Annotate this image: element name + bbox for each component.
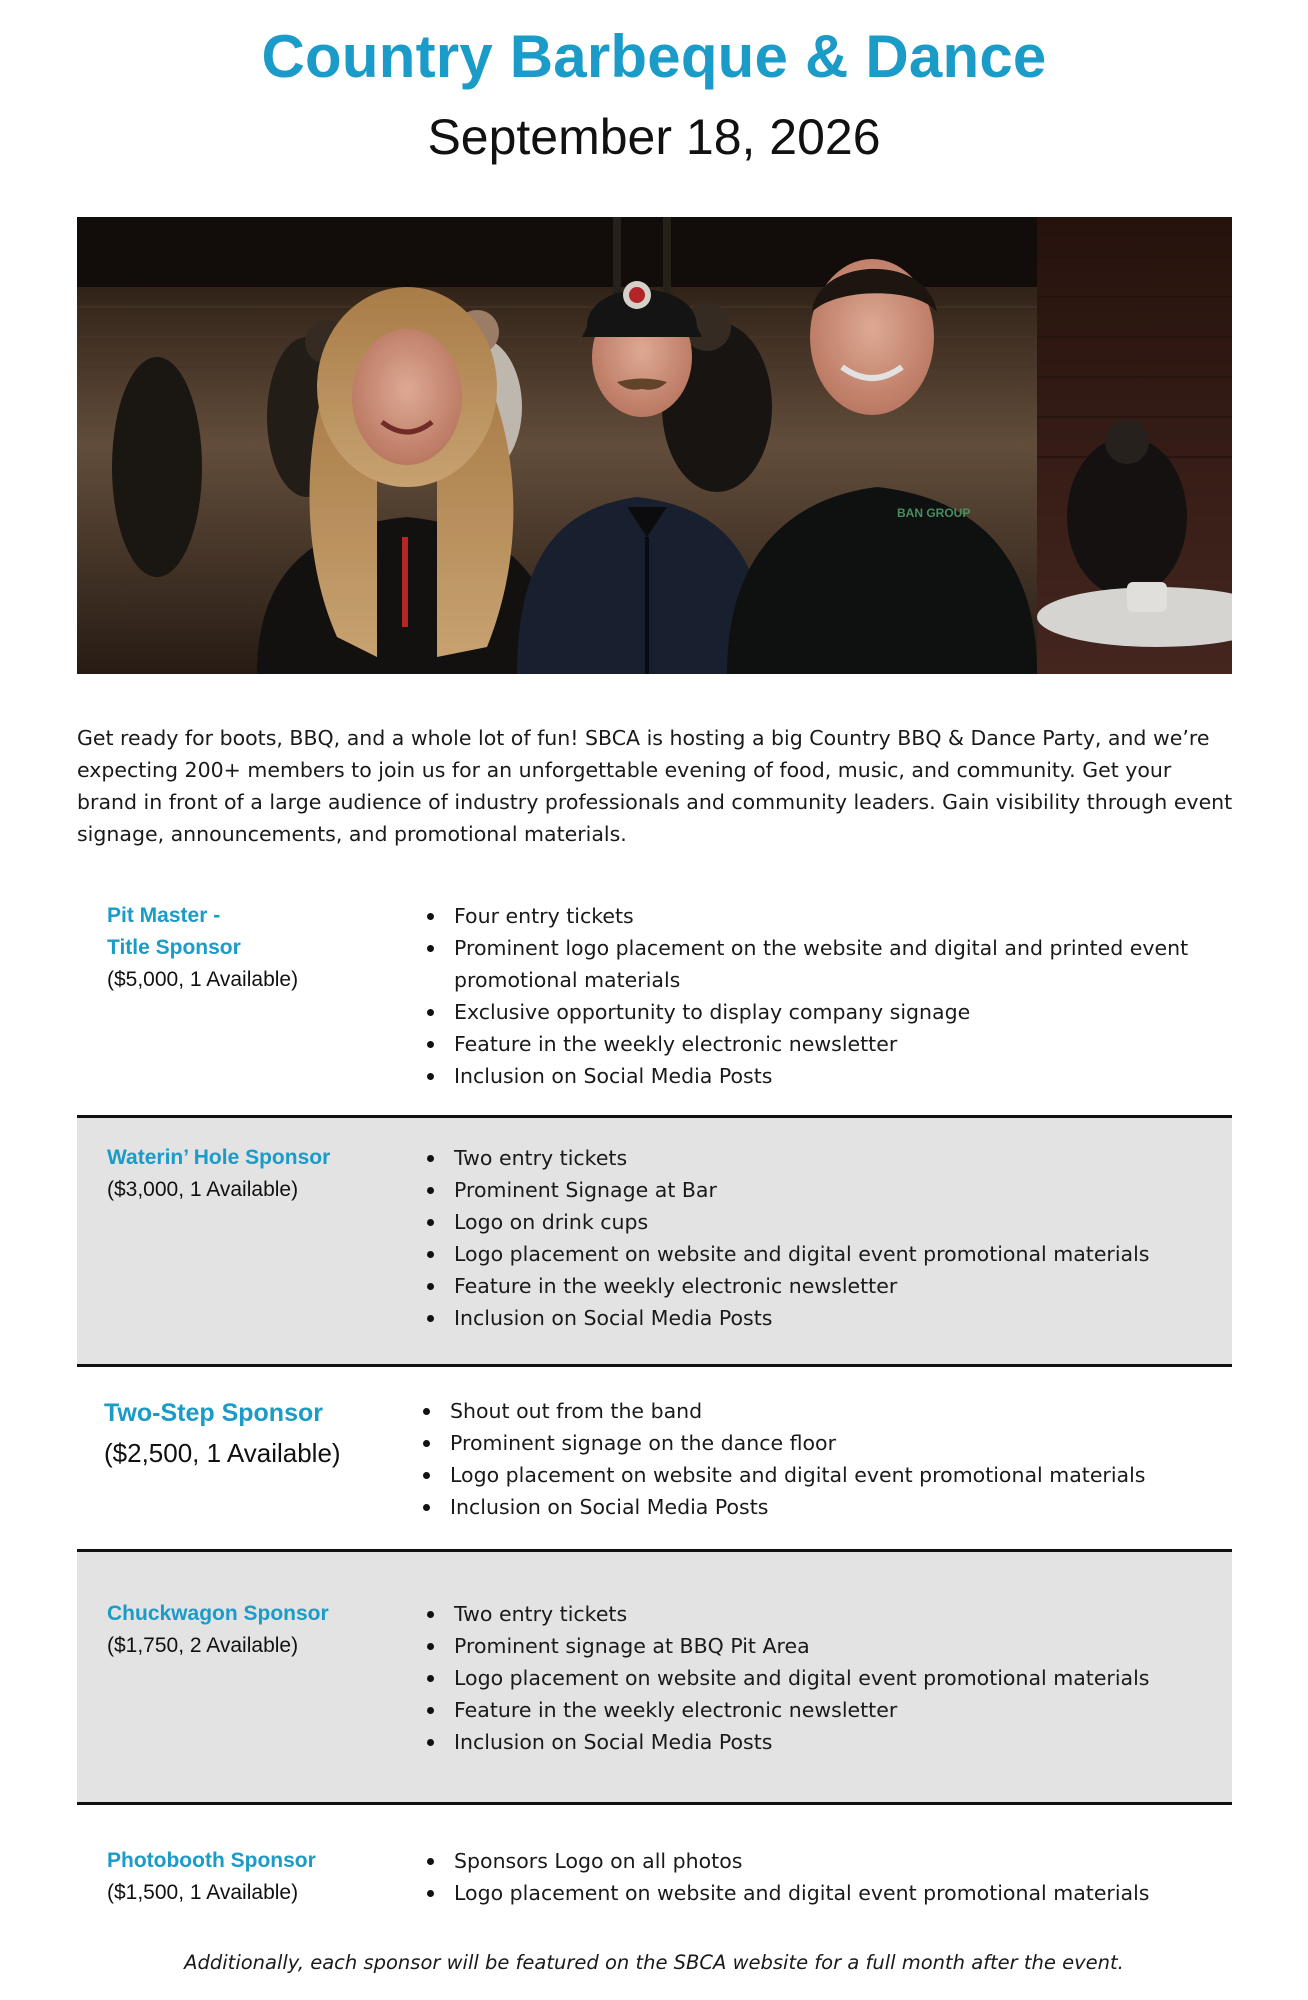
tier-price: ($2,500, 1 Available): [104, 1438, 341, 1468]
benefits-list: [418, 1395, 1228, 1523]
tier-name: Photobooth Sponsor: [107, 1849, 316, 1872]
benefit-item: Logo placement on website and digital event promotional materials: [422, 1662, 1232, 1694]
tier-price: ($5,000, 1 Available): [107, 968, 299, 991]
shirt-logo-text: BAN GROUP: [897, 506, 971, 520]
page-title: Country Barbeque & Dance: [261, 23, 1047, 90]
benefits-list: [422, 1142, 1232, 1334]
benefit-item: Feature in the weekly electronic newsletter: [422, 1270, 1232, 1302]
benefit-item: Logo placement on website and digital event promotional materials: [418, 1459, 1228, 1491]
tier-price: ($1,500, 1 Available): [107, 1881, 299, 1904]
tier-name: Title Sponsor: [107, 936, 241, 959]
sponsor-tier-two-step: [77, 1364, 1232, 1549]
benefit-item: Inclusion on Social Media Posts: [422, 1302, 1232, 1334]
benefit-item: Prominent Signage at Bar: [422, 1174, 1232, 1206]
benefits-list: [422, 1598, 1232, 1758]
benefits-list: [422, 1845, 1232, 1909]
benefit-item: Feature in the weekly electronic newsletter: [422, 1028, 1232, 1060]
event-photo: [77, 217, 1232, 674]
benefit-item: Inclusion on Social Media Posts: [422, 1726, 1232, 1758]
benefit-item: Prominent signage on the dance floor: [418, 1427, 1228, 1459]
benefit-item: Inclusion on Social Media Posts: [422, 1060, 1232, 1092]
benefit-item: Inclusion on Social Media Posts: [418, 1491, 1228, 1523]
tier-name: Pit Master -: [107, 904, 221, 927]
benefit-item: Shout out from the band: [418, 1395, 1228, 1427]
benefit-item: Feature in the weekly electronic newsletter: [422, 1694, 1232, 1726]
benefit-item: Two entry tickets: [422, 1142, 1232, 1174]
benefit-item: Logo placement on website and digital event promotional materials: [422, 1877, 1232, 1909]
event-date: September 18, 2026: [427, 109, 881, 165]
event-photo-illustration: [77, 217, 1232, 674]
sponsor-tier-waterin-hole: [77, 1115, 1232, 1364]
footer-note: Additionally, each sponsor will be featured on the SBCA website for a full month after the event.: [184, 1951, 1124, 1974]
benefit-item: Two entry tickets: [422, 1598, 1232, 1630]
benefit-item: Prominent signage at BBQ Pit Area: [422, 1630, 1232, 1662]
tier-price: ($3,000, 1 Available): [107, 1178, 299, 1201]
intro-paragraph: Get ready for boots, BBQ, and a whole lot of fun! SBCA is hosting a big Country BBQ & Dance Party, and we’re expecting 200+ members to join us for an unforgettable evening of food, music, and community. Get your brand in front of a large audience of industry professionals and community leaders. Gain visibility through event signage, announcements, and promotional materials.: [77, 726, 1233, 846]
benefit-item: Prominent logo placement on the website and digital and printed event promotional materials: [422, 932, 1232, 996]
sponsor-tier-chuckwagon: [77, 1549, 1232, 1802]
benefit-item: Sponsors Logo on all photos: [422, 1845, 1232, 1877]
benefit-item: Four entry tickets: [422, 900, 1232, 932]
benefit-item: Logo on drink cups: [422, 1206, 1232, 1238]
sponsor-tier-pit-master: [77, 890, 1232, 1115]
benefits-list: [422, 900, 1232, 1092]
tier-name: Waterin’ Hole Sponsor: [107, 1146, 331, 1169]
benefit-item: Exclusive opportunity to display company signage: [422, 996, 1232, 1028]
tier-name: Chuckwagon Sponsor: [107, 1602, 329, 1625]
tier-price: ($1,750, 2 Available): [107, 1634, 299, 1657]
benefit-item: Logo placement on website and digital event promotional materials: [422, 1238, 1232, 1270]
tier-name: Two-Step Sponsor: [104, 1399, 323, 1427]
sponsor-tier-photobooth: [77, 1802, 1232, 1912]
